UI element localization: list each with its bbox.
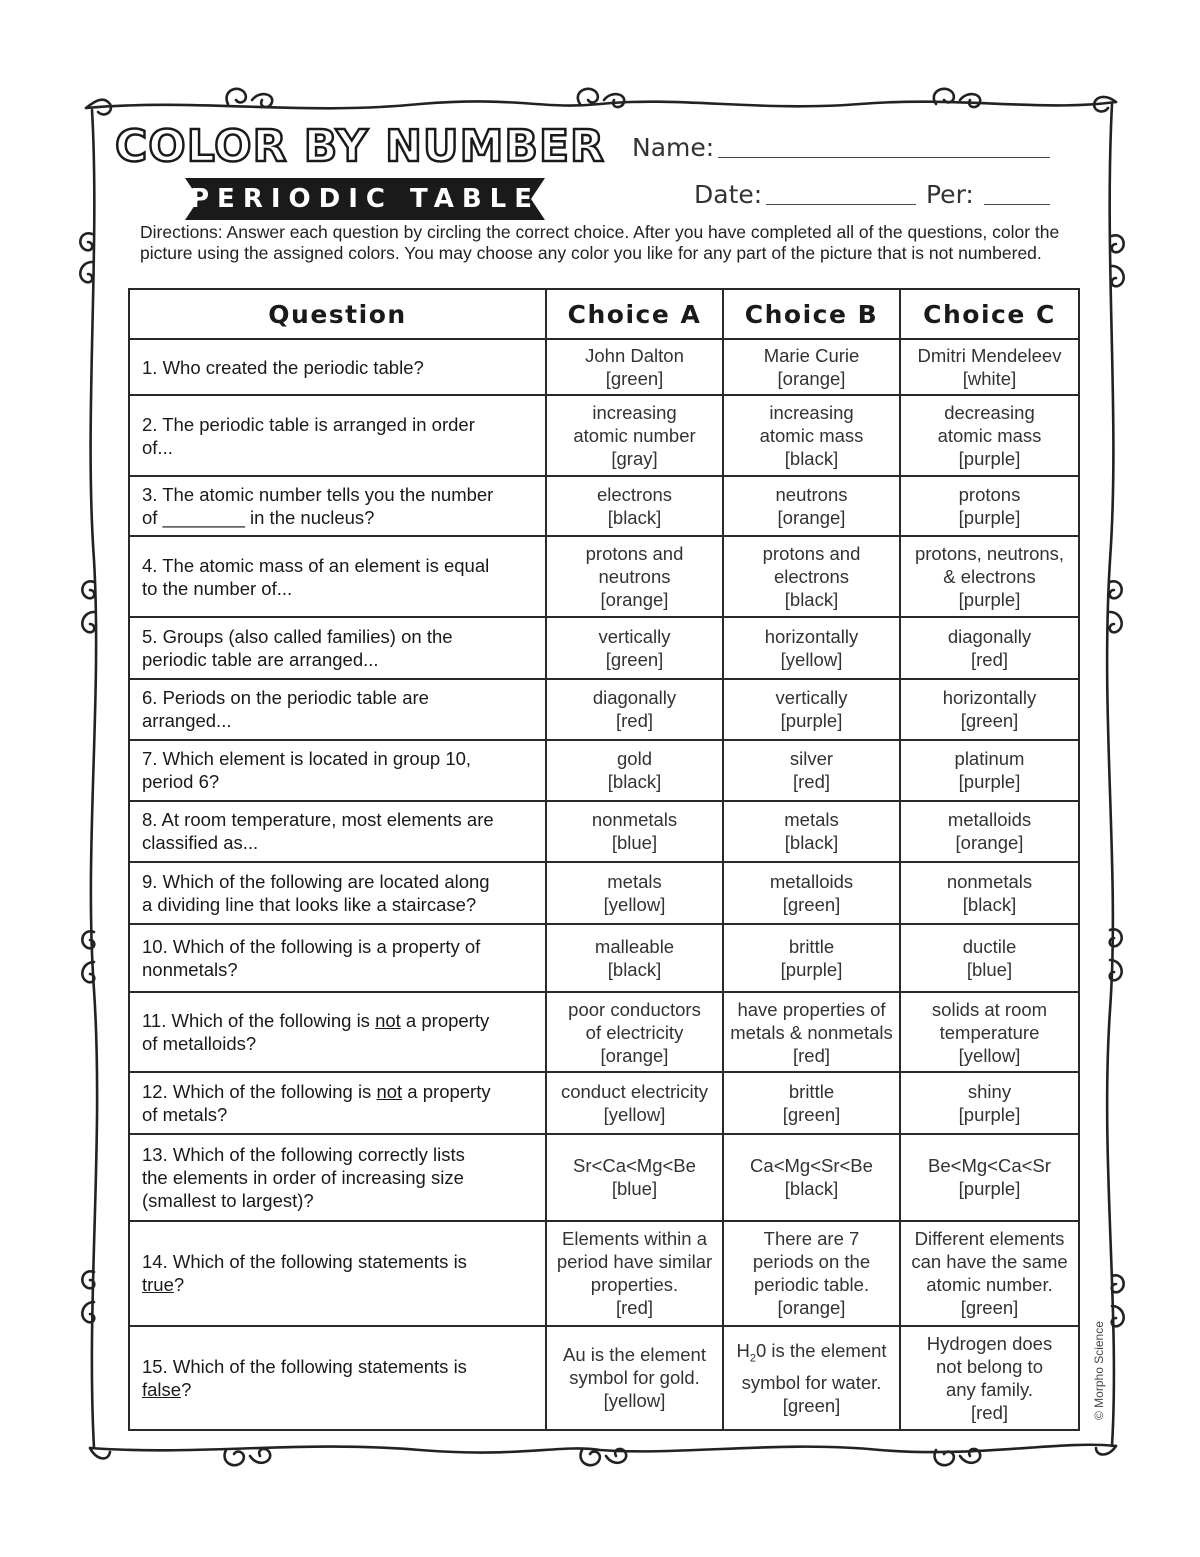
question-row-13 xyxy=(129,1134,1079,1220)
choice-b-cell[interactable]: protons and electrons [black] xyxy=(723,536,900,617)
question-cell: 10. Which of the following is a property of nonmetals? xyxy=(129,924,546,992)
choice-a-cell[interactable]: increasing atomic number [gray] xyxy=(546,395,723,476)
question-cell: 15. Which of the following statements is false? xyxy=(129,1326,546,1430)
question-cell: 9. Which of the following are located along a dividing line that looks like a staircase? xyxy=(129,862,546,924)
question-row-6 xyxy=(129,679,1079,740)
choice-c-cell[interactable]: metalloids [orange] xyxy=(900,801,1079,862)
choice-a-cell[interactable]: Au is the element symbol for gold. [yellow] xyxy=(546,1326,723,1430)
choice-b-cell[interactable]: vertically [purple] xyxy=(723,679,900,740)
choice-b-cell[interactable]: metals [black] xyxy=(723,801,900,862)
question-cell: 11. Which of the following is not a property of metalloids? xyxy=(129,992,546,1072)
choice-a-cell[interactable]: John Dalton [green] xyxy=(546,339,723,395)
page-title: COLOR BY NUMBER xyxy=(115,121,605,172)
choice-b-cell[interactable]: brittle [purple] xyxy=(723,924,900,992)
choice-c-cell[interactable]: solids at room temperature [yellow] xyxy=(900,992,1079,1072)
question-row-8 xyxy=(129,801,1079,862)
choice-c-cell[interactable]: Dmitri Mendeleev [white] xyxy=(900,339,1079,395)
choice-c-cell[interactable]: diagonally [red] xyxy=(900,617,1079,678)
choice-b-cell[interactable]: horizontally [yellow] xyxy=(723,617,900,678)
question-row-11 xyxy=(129,992,1079,1072)
choice-a-cell[interactable]: nonmetals [blue] xyxy=(546,801,723,862)
choice-a-cell[interactable]: vertically [green] xyxy=(546,617,723,678)
question-row-10 xyxy=(129,924,1079,992)
question-row-7 xyxy=(129,740,1079,801)
choice-c-cell[interactable]: protons, neutrons, & electrons [purple] xyxy=(900,536,1079,617)
choice-a-cell[interactable]: protons and neutrons [orange] xyxy=(546,536,723,617)
choice-b-cell[interactable]: increasing atomic mass [black] xyxy=(723,395,900,476)
choice-a-cell[interactable]: metals [yellow] xyxy=(546,862,723,924)
question-row-3 xyxy=(129,476,1079,536)
choice-b-cell[interactable]: Ca<Mg<Sr<Be [black] xyxy=(723,1134,900,1220)
question-cell: 13. Which of the following correctly lists the elements in order of increasing size (smallest to largest)? xyxy=(129,1134,546,1220)
choice-a-cell[interactable]: Sr<Ca<Mg<Be [blue] xyxy=(546,1134,723,1220)
header-choice-b: Choice B xyxy=(723,289,900,339)
choice-a-cell[interactable]: diagonally [red] xyxy=(546,679,723,740)
question-cell: 1. Who created the periodic table? xyxy=(129,339,546,395)
choice-b-cell[interactable]: There are 7 periods on the periodic table. [orange] xyxy=(723,1221,900,1326)
header-row xyxy=(129,289,1079,339)
question-table xyxy=(128,288,1080,1431)
choice-c-cell[interactable]: Different elements can have the same atomic number. [green] xyxy=(900,1221,1079,1326)
date-label: Date: xyxy=(694,180,763,209)
choice-b-cell[interactable]: have properties of metals & nonmetals [red] xyxy=(723,992,900,1072)
choice-a-cell[interactable]: poor conductors of electricity [orange] xyxy=(546,992,723,1072)
choice-b-cell[interactable]: metalloids [green] xyxy=(723,862,900,924)
question-row-1 xyxy=(129,339,1079,395)
question-cell: 4. The atomic mass of an element is equal to the number of... xyxy=(129,536,546,617)
question-cell: 7. Which element is located in group 10, period 6? xyxy=(129,740,546,801)
choice-c-cell[interactable]: Be<Mg<Ca<Sr [purple] xyxy=(900,1134,1079,1220)
copyright-notice: © Morpho Science xyxy=(1092,1321,1106,1420)
choice-a-cell[interactable]: electrons [black] xyxy=(546,476,723,536)
date-field[interactable] xyxy=(766,204,916,205)
question-row-15 xyxy=(129,1326,1079,1430)
period-label: Per: xyxy=(926,180,974,209)
choice-c-cell[interactable]: ductile [blue] xyxy=(900,924,1079,992)
header-choice-a: Choice A xyxy=(546,289,723,339)
question-row-9 xyxy=(129,862,1079,924)
choice-b-cell[interactable]: neutrons [orange] xyxy=(723,476,900,536)
choice-c-cell[interactable]: Hydrogen does not belong to any family. [red] xyxy=(900,1326,1079,1430)
choice-b-cell[interactable]: Marie Curie [orange] xyxy=(723,339,900,395)
choice-c-cell[interactable]: decreasing atomic mass [purple] xyxy=(900,395,1079,476)
question-cell: 6. Periods on the periodic table are arranged... xyxy=(129,679,546,740)
choice-b-cell[interactable]: silver [red] xyxy=(723,740,900,801)
choice-c-cell[interactable]: nonmetals [black] xyxy=(900,862,1079,924)
choice-b-cell[interactable]: brittle [green] xyxy=(723,1072,900,1134)
question-cell: 12. Which of the following is not a property of metals? xyxy=(129,1072,546,1134)
name-field[interactable] xyxy=(718,157,1050,158)
question-row-12 xyxy=(129,1072,1079,1134)
choice-a-cell[interactable]: malleable [black] xyxy=(546,924,723,992)
choice-c-cell[interactable]: shiny [purple] xyxy=(900,1072,1079,1134)
question-cell: 2. The periodic table is arranged in order of... xyxy=(129,395,546,476)
question-cell: 8. At room temperature, most elements are classified as... xyxy=(129,801,546,862)
choice-a-cell[interactable]: Elements within a period have similar properties. [red] xyxy=(546,1221,723,1326)
question-row-14 xyxy=(129,1221,1079,1326)
choice-c-cell[interactable]: protons [purple] xyxy=(900,476,1079,536)
question-cell: 3. The atomic number tells you the number of ________ in the nucleus? xyxy=(129,476,546,536)
question-cell: 14. Which of the following statements is true? xyxy=(129,1221,546,1326)
question-row-5 xyxy=(129,617,1079,678)
directions-text: Directions: Answer each question by circling the correct choice. After you have completed all of the questions, color the picture using the assigned colors. You may choose any color you like for any part of the picture that is not numbered. xyxy=(140,222,1060,263)
choice-a-cell[interactable]: conduct electricity [yellow] xyxy=(546,1072,723,1134)
period-field[interactable] xyxy=(984,204,1050,205)
header-choice-c: Choice C xyxy=(900,289,1079,339)
choice-b-cell[interactable]: $H_20$ is the element symbol for water. [green] xyxy=(723,1326,900,1430)
page-subtitle: PERIODIC TABLE xyxy=(190,184,540,214)
choice-c-cell[interactable]: horizontally [green] xyxy=(900,679,1079,740)
choice-c-cell[interactable]: platinum [purple] xyxy=(900,740,1079,801)
choice-a-cell[interactable]: gold [black] xyxy=(546,740,723,801)
question-cell: 5. Groups (also called families) on the periodic table are arranged... xyxy=(129,617,546,678)
name-label: Name: xyxy=(632,133,715,162)
header-question: Question xyxy=(129,289,546,339)
question-row-2 xyxy=(129,395,1079,476)
question-row-4 xyxy=(129,536,1079,617)
